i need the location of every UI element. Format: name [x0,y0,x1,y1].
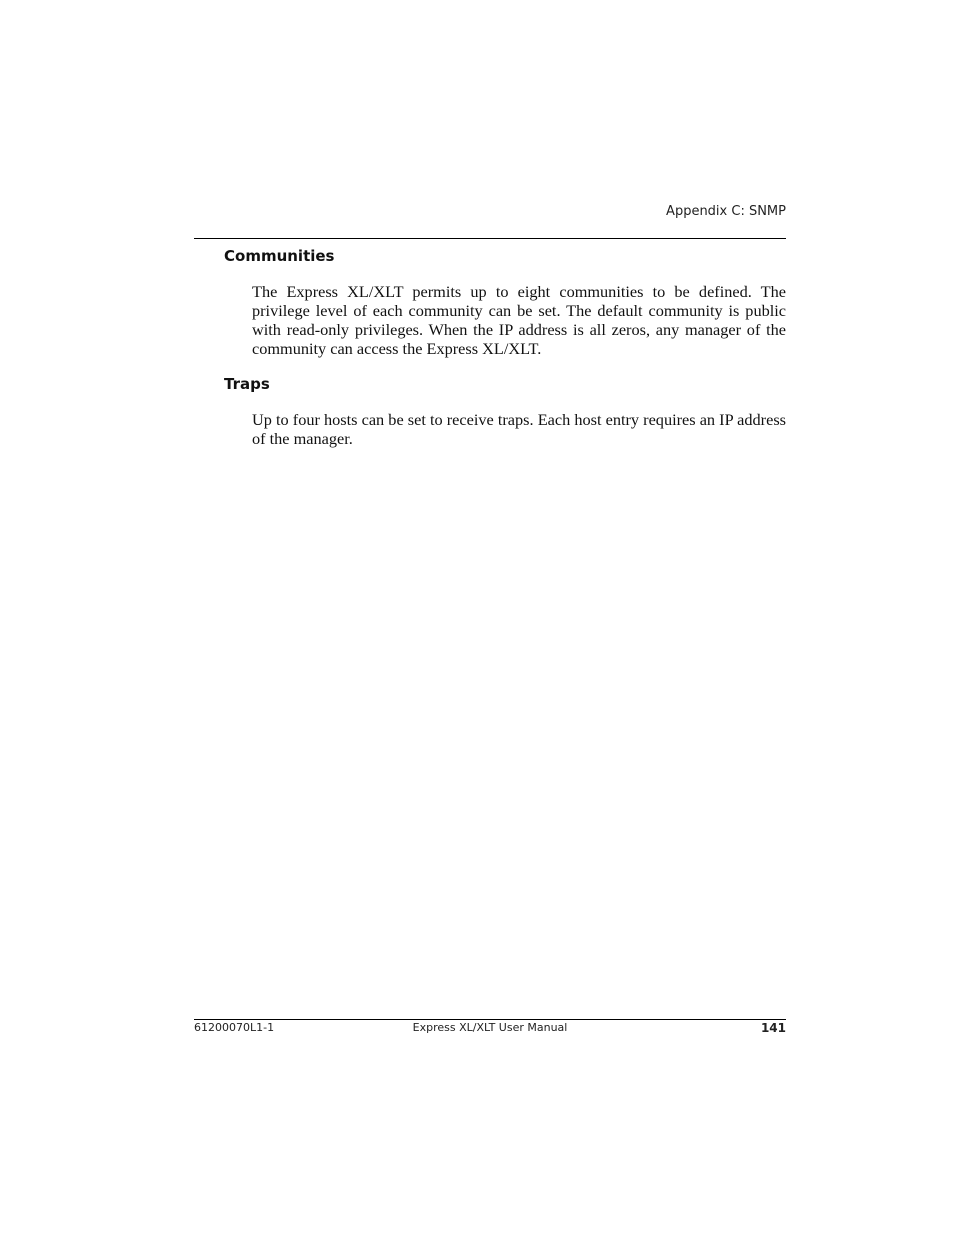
page-footer [194,1021,786,1037]
section-heading-traps: Traps [224,375,270,393]
running-header: Appendix C: SNMP [666,204,786,219]
footer-rule [194,1019,786,1020]
header-rule [194,238,786,239]
footer-manual-title: Express XL/XLT User Manual [412,1021,568,1034]
section-heading-communities: Communities [224,247,335,265]
section-body-communities: The Express XL/XLT permits up to eight communities to be defined. The privilege level of each community can be set. The default community is public with read-only privileges. When the IP address is all zeros, any manager of the community can access the Express XL/XLT. [252,282,786,358]
footer-doc-number: 61200070L1-1 [194,1021,275,1034]
section-body-traps: Up to four hosts can be set to receive traps. Each host entry requires an IP address of the manager. [252,410,786,448]
footer-page-number: 141 [760,1021,786,1035]
